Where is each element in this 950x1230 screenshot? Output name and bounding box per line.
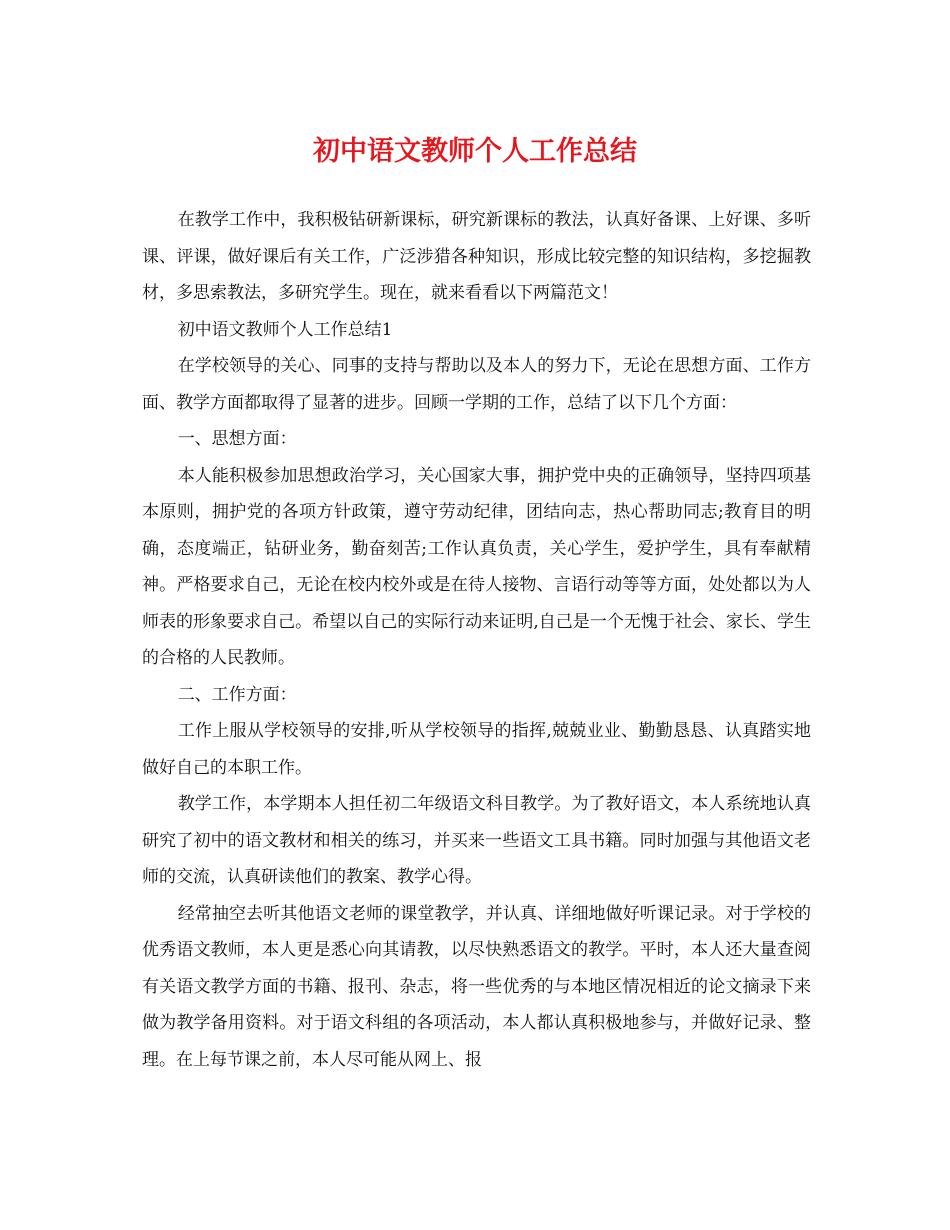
body-paragraph: 教学工作，本学期本人担任初二年级语文科目教学。为了教好语文，本人系统地认真研究了初中的语文教材和相关的练习，并买来一些语文工具书籍。同时加强与其他语文老师的交流，认真研读他们的教案、教学心得。 <box>142 794 811 887</box>
section-heading-work: 二、工作方面： <box>177 684 297 705</box>
intro-paragraph: 在教学工作中，我积极钻研新课标，研究新课标的教法，认真好备课、上好课、多听课、评课，做好课后有关工作，广泛涉猎各种知识，形成比较完整的知识结构，多挖掘教材，多思索教法，多研究学生。现在，就来看看以下两篇范文！ <box>142 210 811 303</box>
section-heading-thought: 一、思想方面： <box>177 429 297 449</box>
document-body <box>142 202 811 1078</box>
body-paragraph: 经常抽空去听其他语文老师的课堂教学，并认真、详细地做好听课记录。对于学校的优秀语文教师，本人更是悉心向其请教，以尽快熟悉语文的教学。平时，本人还大量查阅有关语文教学方面的书籍、报刊、杂志，将一些优秀的与本地区情况相近的论文摘录下来做为教学备用资料。对于语文科组的各项活动，本人都认真积极地参与，并做好记录、整理。在上每节课之前，本人尽可能从网上、报 <box>142 903 811 1070</box>
document-title: 初中语文教师个人工作总结 <box>313 136 637 167</box>
body-paragraph: 本人能积极参加思想政治学习，关心国家大事，拥护党中央的正确领导，坚持四项基本原则，拥护党的各项方针政策，遵守劳动纪律，团结向志，热心帮助同志;教育目的明确，态度端正，钻研业务，勤奋刻苦;工作认真负责，关心学生，爱护学生，具有奉献精神。严格要求自己，无论在校内校外或是在待人接物、言语行动等等方面，处处都以为人师表的形象要求自己。希望以自己的实际行动来证明,自己是一个无愧于社会、家长、学生的合格的人民教师。 <box>142 465 811 668</box>
body-paragraph: 在学校领导的关心、同事的支持与帮助以及本人的努力下，无论在思想方面、工作方面、教学方面都取得了显著的进步。回顾一学期的工作，总结了以下几个方面： <box>142 356 811 413</box>
section-heading-essay-1: 初中语文教师个人工作总结1 <box>177 319 393 340</box>
body-paragraph: 工作上服从学校领导的安排,听从学校领导的指挥,兢兢业业、勤勤恳恳、认真踏实地做好自己的本职工作。 <box>142 721 811 778</box>
